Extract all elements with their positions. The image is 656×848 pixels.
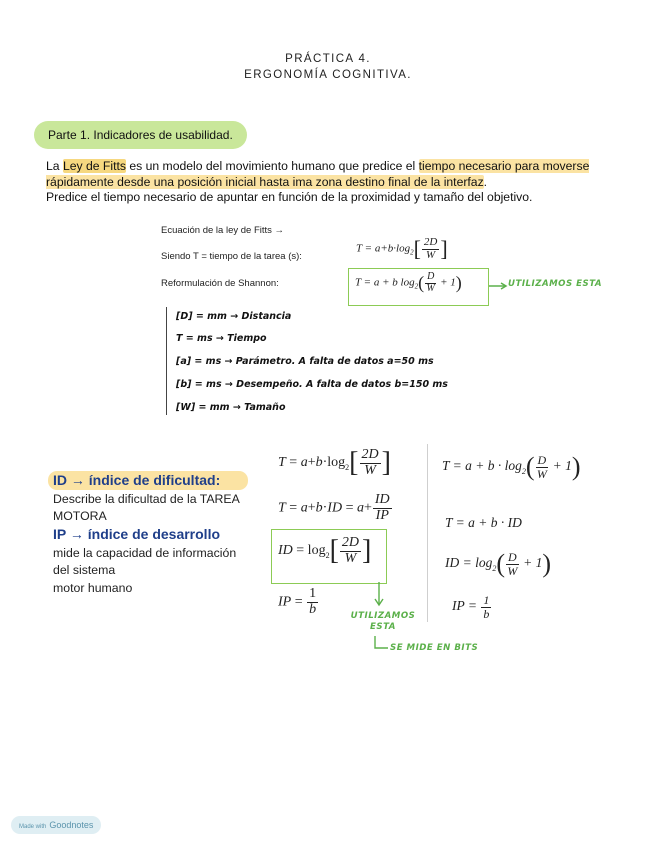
- shannon-label: Reformulación de Shannon:: [161, 278, 279, 289]
- eq-label: Ecuación de la ley de Fitts →: [161, 225, 285, 236]
- formula-r-ip: IP = $\frac{1}{b}$: [452, 593, 490, 621]
- unit-line-d: [D] = mm → Distancia: [176, 311, 292, 322]
- intro-text-3: .: [483, 174, 488, 189]
- formula-ip: IP = $\frac{1}{b}$: [278, 586, 317, 617]
- arrow-right-icon: [489, 281, 509, 291]
- page-subtitle: ERGONOMÍA COGNITIVA.: [244, 69, 412, 81]
- formula-r-t-id: T = a + b · ID: [445, 515, 522, 530]
- intro-line-3: Predice el tiempo necesario de apuntar en función de la proximidad y tamaño del objetivo.: [46, 190, 533, 204]
- badge-text: Goodnotes: [49, 820, 94, 830]
- section-title-pill: Parte 1. Indicadores de usabilidad.: [34, 121, 247, 149]
- fitts-equation: $T = a+b\cdot\log_2$[ $\frac{2D}{W}$ ]: [356, 235, 448, 261]
- highlight-tiempo: tiempo necesario para moverse rápidamente desde una posición inicial hasta ima zona destino final de la interfaz: [46, 159, 590, 189]
- unit-line-t: T = ms → Tiempo: [176, 333, 267, 344]
- id-description-2: MOTORA: [53, 509, 107, 523]
- column-divider: [427, 444, 428, 622]
- id-heading: ID → índice de dificultad:: [53, 472, 221, 488]
- formula-id: ID = $\log_2$[ $\frac{2D}{W}$ ]: [278, 534, 372, 566]
- intro-text-2: es un modelo del movimiento humano que predice el: [125, 159, 419, 173]
- bits-arrow-icon: [372, 636, 392, 654]
- unit-line-a: [a] = ms → Parámetro. A falta de datos a=50 ms: [176, 356, 434, 367]
- intro-text-1: La: [46, 159, 63, 173]
- ip-description-1: mide la capacidad de información: [53, 546, 237, 560]
- ip-description-2: del sistema: [53, 563, 116, 577]
- formula-t-id: T = a+b·ID = a+ $\frac{ID}{IP}$: [278, 492, 390, 523]
- use-this-annotation: UTILIZAMOS ESTA: [508, 279, 603, 289]
- t-label: Siendo T = tiempo de la tarea (s):: [161, 251, 302, 262]
- formula-t-log: $T = a+b\cdot\log_2$[ $\frac{2D}{W}$ ]: [278, 446, 391, 478]
- ip-description-3: motor humano: [53, 581, 133, 595]
- shannon-equation: T = a + b $\log_2$( $\frac{D}{W}$ + 1): [355, 271, 462, 294]
- bits-note: SE MIDE EN BITS: [390, 643, 479, 653]
- units-bracket-line: [166, 307, 167, 415]
- goodnotes-badge[interactable]: [11, 816, 101, 834]
- page-title: PRÁCTICA 4.: [285, 53, 371, 65]
- badge-small-text: Made with: [19, 824, 47, 830]
- ip-heading: IP → índice de desarrollo: [53, 526, 221, 542]
- highlight-ley-fitts: Ley de Fitts: [62, 159, 126, 173]
- id-description-1: Describe la dificultad de la TAREA: [53, 492, 240, 506]
- arrow-down-icon: [372, 580, 386, 610]
- formula-r-t-log: $T = a + b \cdot \log_2$( $\frac{D}{W}$ + 1): [442, 452, 581, 481]
- unit-line-b: [b] = ms → Desempeño. A falta de datos b=150 ms: [176, 379, 448, 390]
- unit-line-w: [W] = mm → Tamaño: [176, 402, 286, 413]
- intro-paragraph: [46, 159, 612, 206]
- formula-r-id: ID = $\log_2$( $\frac{D}{W}$ + 1): [445, 549, 551, 578]
- use-this-note: UTILIZAMOS ESTA: [350, 611, 416, 632]
